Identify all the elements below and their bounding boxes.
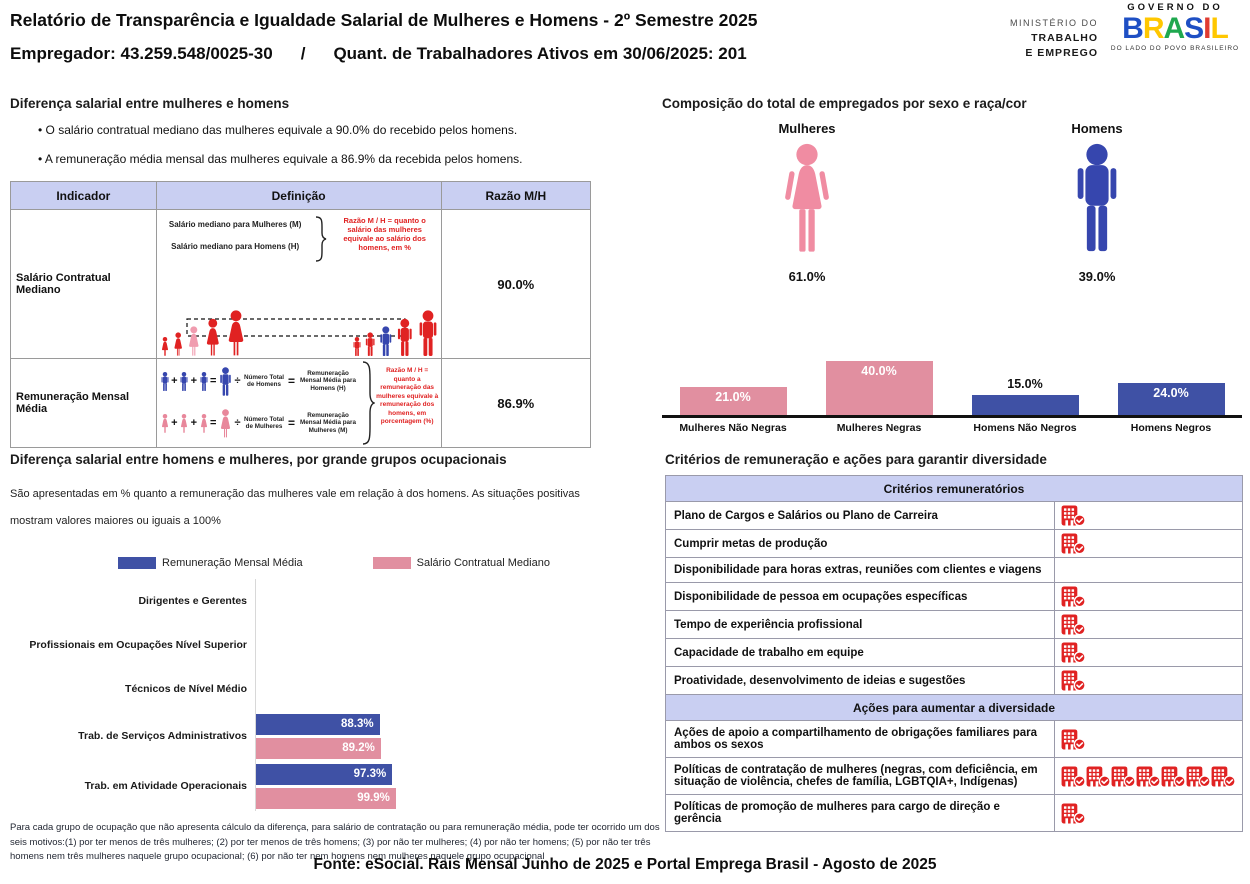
separator: / bbox=[300, 44, 306, 63]
table-row bbox=[11, 210, 591, 359]
criteria-group-header: Ações para aumentar a diversidade bbox=[666, 695, 1243, 721]
occupational-section bbox=[10, 452, 658, 865]
building-check-icon bbox=[1061, 803, 1086, 824]
woman-icon bbox=[778, 142, 836, 256]
male-column: Homens 39.0% bbox=[997, 121, 1197, 284]
bullet-mean: • A remuneração média mensal das mulheres equivale a 86.9% da recebida pelos homens. bbox=[38, 152, 523, 166]
chart-legend bbox=[10, 557, 658, 569]
table-header-row bbox=[11, 182, 591, 210]
table-row: Proatividade, desenvolvimento de ideias e sugestões bbox=[666, 667, 1243, 695]
bullet-median: • O salário contratual mediano das mulheres equivale a 90.0% do recebido pelos homens. bbox=[38, 123, 518, 137]
criteria-section bbox=[665, 452, 1243, 832]
bar bbox=[826, 361, 933, 415]
col-razao: Razão M/H bbox=[441, 182, 590, 210]
building-check-icon bbox=[1061, 614, 1086, 635]
footnote: Para cada grupo de ocupação que não apresenta cálculo da diferença, para salário de contratação ou para remuneração média, pode ter ocorrido um dos seis motivos:(1) por ter menos de três mulheres; (2) por ter menos de três homens; (3) por não ter mulheres; (4) por não ter homens; (5) por não ter três homens nem três mulheres naquele grupo ocupacional; (6) por não ter nem homens nem mulheres naquele grupo ocupacional bbox=[10, 822, 660, 862]
table-row: Ações de apoio a compartilhamento de obrigações familiares para ambos os sexos bbox=[666, 721, 1243, 758]
bar bbox=[680, 387, 787, 415]
col-indicador: Indicador bbox=[11, 182, 157, 210]
chart-row: Técnicos de Nível Médio bbox=[10, 667, 658, 711]
composition-bar-chart bbox=[662, 326, 1242, 434]
bar bbox=[256, 738, 381, 759]
bar-value: 40.0% bbox=[861, 364, 897, 378]
bar-value: 24.0% bbox=[1153, 385, 1189, 400]
legend-swatch-pink bbox=[373, 557, 411, 569]
indicator-label: Remuneração Mensal Média bbox=[11, 359, 157, 448]
building-check-icon bbox=[1136, 766, 1161, 787]
chart-row: Profissionais em Ocupações Nível Superior bbox=[10, 623, 658, 667]
table-row: Capacidade de trabalho em equipe bbox=[666, 639, 1243, 667]
salary-difference-section bbox=[10, 96, 610, 448]
criteria-title: Critérios de remuneração e ações para garantir diversidade bbox=[665, 452, 1047, 467]
building-check-icon bbox=[1061, 505, 1086, 526]
indicator-table bbox=[10, 181, 591, 448]
bar-value: 99.9% bbox=[357, 792, 390, 804]
women-formula: + + = ÷ Número Total de Mulheres = Remuneração Mensal Média para Mulheres (M) bbox=[160, 403, 360, 443]
bar bbox=[256, 764, 392, 785]
bar bbox=[1118, 383, 1225, 415]
table-row: Disponibilidade de pessoa em ocupações específicas bbox=[666, 583, 1243, 611]
bar bbox=[972, 395, 1079, 415]
building-check-icon bbox=[1211, 766, 1236, 787]
table-row: Disponibilidade para horas extras, reuniões com clientes e viagens bbox=[666, 558, 1243, 583]
bar-value: 97.3% bbox=[353, 768, 387, 780]
occupational-bar-chart bbox=[10, 579, 658, 811]
building-check-icon bbox=[1061, 766, 1086, 787]
ratio-value: 90.0% bbox=[441, 210, 590, 359]
table-row: Políticas de contratação de mulheres (negras, com deficiência, em situação de violência, chefes de família, LGBTQIA+, Indígenas) bbox=[666, 758, 1243, 795]
building-check-icon bbox=[1061, 586, 1086, 607]
composition-title: Composição do total de empregados por sexo e raça/cor bbox=[662, 96, 1027, 111]
table-row bbox=[11, 359, 591, 448]
composition-section bbox=[662, 96, 1242, 434]
chart-row: Trab. de Serviços Administrativos 88.3% 89.2% bbox=[10, 711, 658, 761]
bar-column bbox=[674, 387, 792, 415]
median-salary-diagram: Salário mediano para Mulheres (M) Salário mediano para Homens (H) Razão M / H = quanto o salário das mulheres equivale ao salário dos homens, em % bbox=[157, 210, 440, 358]
bar bbox=[256, 788, 396, 809]
active-workers-count: Quant. de Trabalhadores Ativos em 30/06/2025: 201 bbox=[333, 44, 747, 63]
building-check-icon bbox=[1186, 766, 1211, 787]
table-row: Cumprir metas de produção bbox=[666, 530, 1243, 558]
building-check-icon bbox=[1061, 533, 1086, 554]
employer-line bbox=[10, 44, 747, 64]
male-percent: 39.0% bbox=[1078, 269, 1116, 284]
population-pictogram bbox=[157, 258, 440, 358]
occupational-title: Diferença salarial entre homens e mulheres, por grande grupos ocupacionais bbox=[10, 452, 507, 467]
chart-row: Trab. em Atividade Operacionais 97.3% 99.9% bbox=[10, 761, 658, 811]
report-header bbox=[0, 0, 1250, 90]
bar-column bbox=[1112, 383, 1230, 415]
bar-value: 15.0% bbox=[1007, 376, 1043, 391]
governo-do-brasil-logo: GOVERNO DO BRASIL DO LADO DO POVO BRASILEIRO bbox=[1104, 2, 1246, 52]
brace-icon bbox=[314, 216, 328, 262]
bar-value: 21.0% bbox=[715, 389, 751, 404]
employer-id: Empregador: 43.259.548/0025-30 bbox=[10, 44, 273, 63]
bar-category-labels: Mulheres Não Negras Mulheres Negras Homens Não Negros Homens Negros bbox=[679, 422, 1212, 434]
man-icon bbox=[1068, 142, 1126, 256]
table-row: Políticas de promoção de mulheres para cargo de direção e gerência bbox=[666, 795, 1243, 832]
chart-row: Dirigentes e Gerentes bbox=[10, 579, 658, 623]
building-check-icon bbox=[1061, 670, 1086, 691]
female-column: Mulheres 61.0% bbox=[707, 121, 907, 284]
criteria-group-header: Critérios remuneratórios bbox=[666, 476, 1243, 502]
building-check-icon bbox=[1061, 642, 1086, 663]
bar-column bbox=[966, 377, 1084, 415]
legend-item: Remuneração Mensal Média bbox=[118, 557, 303, 569]
mean-remuneration-diagram bbox=[157, 359, 440, 447]
building-check-icon bbox=[1061, 729, 1086, 750]
building-check-icon bbox=[1111, 766, 1136, 787]
bar-value: 88.3% bbox=[341, 718, 374, 730]
building-check-icon bbox=[1086, 766, 1111, 787]
bar-column bbox=[820, 361, 938, 415]
legend-item: Salário Contratual Mediano bbox=[373, 557, 550, 569]
bar-value: 89.2% bbox=[342, 742, 375, 754]
ratio-value: 86.9% bbox=[441, 359, 590, 448]
occupational-subtitle: São apresentadas em % quanto a remuneração das mulheres vale em relação à dos homens. As situações positivas mostram valores maiores ou iguais a 100% bbox=[10, 488, 580, 527]
building-check-icon bbox=[1161, 766, 1186, 787]
col-definicao: Definição bbox=[156, 182, 441, 210]
ministry-trabalho-logo: MINISTÉRIO DO TRABALHO E EMPREGO bbox=[1009, 18, 1098, 59]
ratio-note: Razão M / H = quanto a remuneração das mulheres equivale à remuneração dos homens, em porcentagem (%) bbox=[376, 367, 439, 425]
indicator-label: Salário Contratual Mediano bbox=[11, 210, 157, 359]
salary-diff-bullets bbox=[38, 123, 610, 166]
men-formula: + + = ÷ Número Total de Homens = Remuneração Mensal Média para Homens (H) bbox=[160, 361, 360, 401]
salary-diff-title: Diferença salarial entre mulheres e homens bbox=[10, 96, 290, 111]
female-percent: 61.0% bbox=[788, 269, 826, 284]
brasil-wordmark: BRASIL bbox=[1122, 12, 1228, 45]
gender-split bbox=[662, 121, 1242, 284]
table-row: Plano de Cargos e Salários ou Plano de Carreira bbox=[666, 502, 1243, 530]
criteria-table bbox=[665, 475, 1243, 832]
bar bbox=[256, 714, 380, 735]
legend-swatch-blue bbox=[118, 557, 156, 569]
page-title: Relatório de Transparência e Igualdade Salarial de Mulheres e Homens - 2º Semestre 2025 bbox=[10, 10, 758, 30]
table-row: Tempo de experiência profissional bbox=[666, 611, 1243, 639]
brace-icon bbox=[361, 361, 375, 445]
source-footer: Fonte: eSocial. Rais Mensal Junho de 2025 e Portal Emprega Brasil - Agosto de 2025 bbox=[313, 856, 937, 873]
ratio-note: Razão M / H = quanto o salário das mulheres equivale ao salário dos homens, em % bbox=[343, 216, 426, 252]
